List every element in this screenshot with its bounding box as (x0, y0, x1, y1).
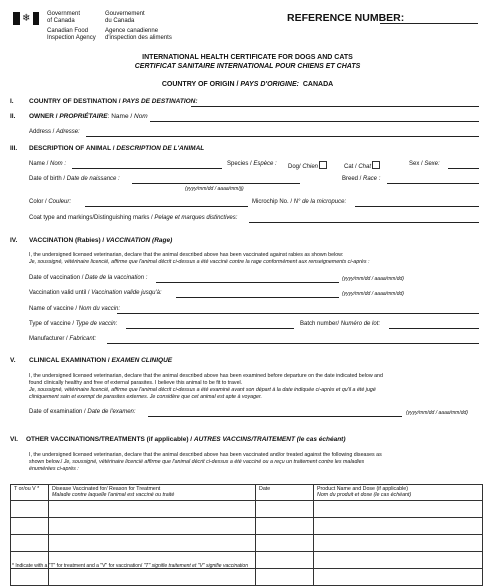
vaccination-valid-until-format: (yyyy/mm/dd / aaaa/mm/dd) (342, 291, 404, 297)
title-fr: CERTIFICAT SANITAIRE INTERNATIONAL POUR CHIENS ET CHATS (134, 63, 361, 70)
manufacturer-field[interactable] (107, 343, 479, 344)
animal-name-field[interactable] (72, 168, 222, 169)
cell-date[interactable] (256, 552, 314, 569)
breed-field[interactable] (387, 183, 479, 184)
cell-t-or-v[interactable] (11, 535, 49, 552)
color-field[interactable] (85, 206, 248, 207)
date-of-vaccination-label: Date of vaccination / Date de la vaccination : (29, 275, 148, 281)
cell-date[interactable] (256, 518, 314, 535)
description-of-animal-label: DESCRIPTION OF ANIMAL / DESCRIPTION DE L'ANIMAL (29, 145, 205, 152)
owner-address-label: Address / Adresse: (29, 129, 80, 135)
cell-disease[interactable] (49, 535, 256, 552)
batch-number-field[interactable] (389, 328, 479, 329)
other-vaccinations-declaration-2: shown below./ Je, soussigné, vétérinaire licencié affirme que l'animal décrit ci-dessus a été vacciné ou a reçu un traitement contre les maladies (29, 459, 365, 465)
vaccination-valid-until-label: Vaccination valid until / Vaccination valide jusqu'à: (29, 290, 162, 296)
col-header-t-or-v: T or/ou V * (11, 485, 49, 501)
date-of-birth-format: (yyyy/mm/dd / aaaa/mm/jj) (185, 186, 244, 192)
canada-flag-icon: ❄ (13, 12, 39, 25)
section-1-number: I. (10, 98, 14, 105)
section-4-number: IV. (10, 237, 18, 244)
microchip-field[interactable] (355, 206, 479, 207)
vaccine-name-field[interactable] (117, 313, 479, 314)
vaccine-type-field[interactable] (126, 328, 294, 329)
cell-product[interactable] (314, 501, 483, 518)
country-of-destination-field[interactable] (191, 106, 479, 107)
country-of-destination-label: COUNTRY OF DESTINATION / PAYS DE DESTINATION: (29, 98, 198, 105)
cat-checkbox[interactable] (372, 161, 380, 169)
cell-date[interactable] (256, 569, 314, 586)
cell-t-or-v[interactable] (11, 518, 49, 535)
species-dog-option[interactable]: Dog/ Chien (288, 161, 327, 170)
species-cat-option[interactable]: Cat / Chat (344, 161, 380, 170)
date-of-birth-label: Date of birth / Date de naissance : (29, 176, 120, 182)
cell-date[interactable] (256, 501, 314, 518)
date-of-examination-label: Date of examination / Date de l'examen: (29, 409, 136, 415)
cell-product[interactable] (314, 569, 483, 586)
clinical-declaration-fr-2: cliniquement sain et exempt de parasites externes. Je considère que cet animal est apte à voyager. (29, 394, 262, 400)
agency-name-fr: Agence canadienne d'inspection des aliments (105, 28, 172, 41)
table-row (11, 569, 483, 586)
cell-product[interactable] (314, 535, 483, 552)
other-vaccinations-declaration-3: énumérées ci-après : (29, 466, 79, 472)
table-footnote: * Indicate with a "T" for treatment and a "V" for vaccination/ "T" signifie traitement et "V" signifie vaccination (12, 563, 248, 569)
government-of-canada-en: Government of Canada (47, 11, 81, 24)
cell-product[interactable] (314, 552, 483, 569)
dog-checkbox[interactable] (319, 161, 327, 169)
owner-address-field[interactable] (86, 136, 479, 137)
cell-disease[interactable] (49, 518, 256, 535)
table-header-row (11, 485, 483, 501)
coat-markings-field[interactable] (249, 222, 479, 223)
col-header-date: Date (256, 485, 314, 501)
section-6-number: VI. (10, 436, 18, 443)
date-of-examination-format: (yyyy/mm/dd / aaaa/mm/dd) (406, 410, 468, 416)
title-en: INTERNATIONAL HEALTH CERTIFICATE FOR DOGS AND CATS (142, 54, 353, 61)
animal-name-label: Name / Nom : (29, 161, 67, 167)
other-vaccinations-declaration-1: I, the undersigned licensed veterinarian, declare that the animal described above has been vaccinated and/or treated against the following diseases as (29, 452, 382, 458)
table-row (11, 518, 483, 535)
section-5-number: V. (10, 357, 16, 364)
sex-label: Sex / Sexe: (409, 161, 440, 167)
vaccination-valid-until-field[interactable] (176, 297, 339, 298)
batch-number-label: Batch number/ Numéro de lot: (300, 321, 381, 327)
agency-name-en: Canadian Food Inspection Agency (47, 28, 96, 41)
table-row (11, 501, 483, 518)
table-row (11, 535, 483, 552)
date-of-examination-field[interactable] (148, 416, 402, 417)
cell-date[interactable] (256, 535, 314, 552)
government-of-canada-fr: Gouvernement du Canada (105, 11, 145, 24)
reference-number-label: REFERENCE NUMBER: (287, 12, 405, 24)
section-3-number: III. (10, 145, 18, 152)
rabies-declaration-fr: Je, soussigné, vétérinaire licencié, affirme que l'animal décrit ci-dessus a été vacciné contre la rage conformément aux renseignements ci-après : (29, 259, 370, 265)
other-vaccinations-label: OTHER VACCINATIONS/TREATMENTS (if applicable) / AUTRES VACCINS/TRAITEMENT (le cas échéant) (26, 436, 346, 443)
species-label: Species / Espèce : (227, 161, 277, 167)
sex-field[interactable] (448, 168, 479, 169)
clinical-declaration-en-1: I, the undersigned licensed veterinarian, declare that the animal described above has been examined before departure on the date indicated below and (29, 373, 383, 379)
date-of-birth-field[interactable] (132, 183, 300, 184)
cell-product[interactable] (314, 518, 483, 535)
owner-name-field[interactable] (150, 121, 479, 122)
col-header-product: Product Name and Dose (if applicable) Nom du produit et dose (le cas échéant) (314, 485, 483, 501)
vaccination-treatment-table (10, 484, 483, 586)
rabies-vaccination-label: VACCINATION (Rabies) / VACCINATION (Rage) (29, 237, 173, 244)
cell-t-or-v[interactable] (11, 569, 49, 586)
coat-markings-label: Coat type and markings/Distinguishing marks / Pelage et marques distinctives: (29, 215, 238, 221)
owner-name-label: OWNER / PROPRIÉTAIRE: Name / Nom (29, 113, 148, 120)
cell-disease[interactable] (49, 501, 256, 518)
vaccine-type-label: Type of vaccine / Type de vaccin: (29, 321, 118, 327)
clinical-examination-label: CLINICAL EXAMINATION / EXAMEN CLINIQUE (29, 357, 173, 364)
manufacturer-label: Manufacturer / Fabricant: (29, 336, 97, 342)
date-of-vaccination-format: (yyyy/mm/dd / aaaa/mm/dd) (342, 276, 404, 282)
breed-label: Breed / Race : (342, 176, 381, 182)
cell-disease[interactable] (49, 569, 256, 586)
date-of-vaccination-field[interactable] (156, 282, 339, 283)
microchip-label: Microchip No. / N° de la micropuce: (252, 199, 347, 205)
col-header-disease: Disease Vaccinated for/ Reason for Treatment Maladie contre laquelle l'animal est vacciné ou traité (49, 485, 256, 501)
color-label: Color / Couleur: (29, 199, 72, 205)
reference-number-field[interactable] (380, 23, 478, 24)
clinical-declaration-en-2: found clinically healthy and free of external parasites. I believe this animal to be fit to travel. (29, 380, 243, 386)
rabies-declaration-en: I, the undersigned licensed veterinarian, declare that the animal described above has been vaccinated against rabies as shown below: (29, 252, 344, 258)
country-of-origin: COUNTRY OF ORIGIN / PAYS D'ORIGINE: CANADA (161, 81, 334, 88)
cell-t-or-v[interactable] (11, 501, 49, 518)
vaccine-name-label: Name of vaccine / Nom du vaccin: (29, 306, 121, 312)
clinical-declaration-fr-1: Je, soussigné, vétérinaire licencié, affirme que l'animal décrit ci-dessus a été examiné avant son départ à la date indiquée ci-après et qu'il a été jugé (29, 387, 376, 393)
section-2-number: II. (10, 113, 16, 120)
